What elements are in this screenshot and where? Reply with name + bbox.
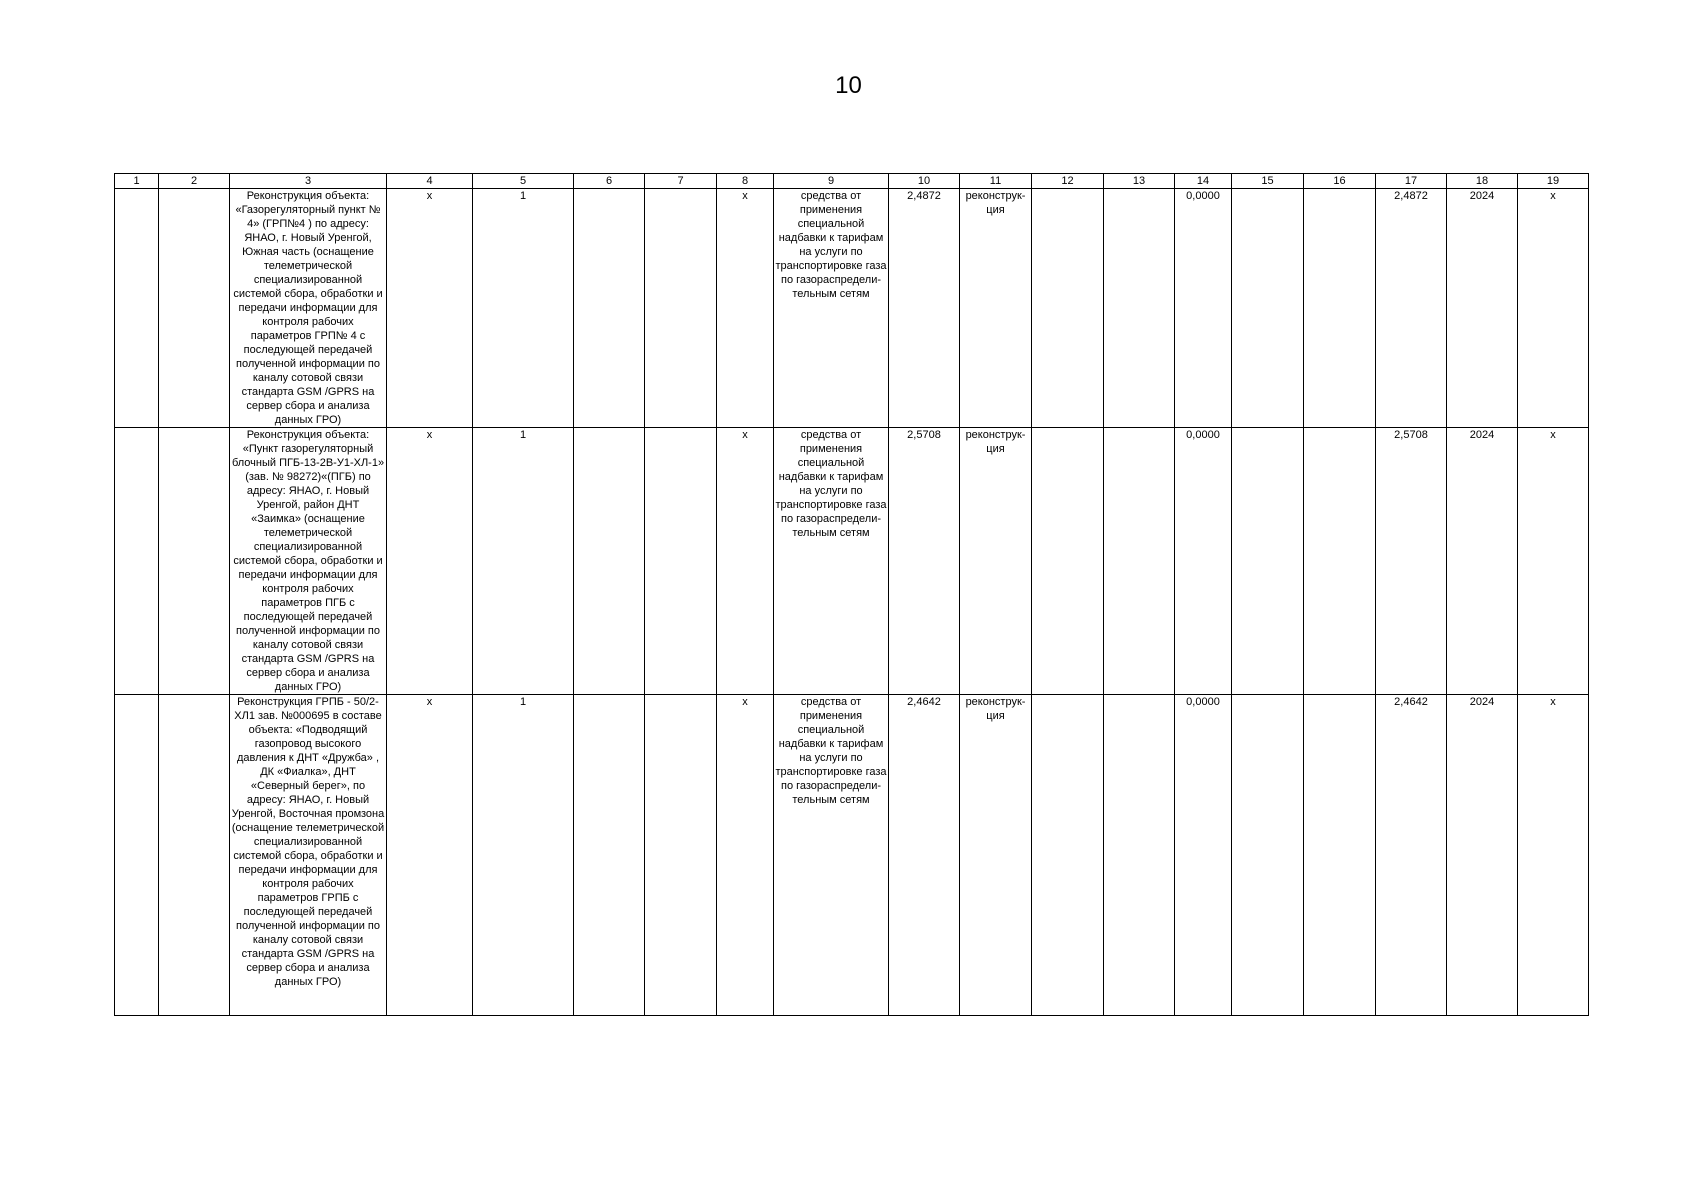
- cell-col-10: 2,4872: [889, 189, 960, 428]
- cell-col-1: [115, 695, 159, 1016]
- cell-col-17: 2,4642: [1376, 695, 1447, 1016]
- cell-col-16: [1304, 695, 1376, 1016]
- cell-col-16: [1304, 428, 1376, 695]
- cell-col-12: [1032, 189, 1104, 428]
- cell-col-6: [574, 695, 645, 1016]
- column-header: 6: [574, 174, 645, 189]
- cell-work-type: реконструк-ция: [960, 695, 1032, 1016]
- column-header: 3: [230, 174, 387, 189]
- cell-col-2: [159, 428, 230, 695]
- cell-col-8: х: [717, 695, 774, 1016]
- cell-col-12: [1032, 428, 1104, 695]
- cell-col-7: [645, 428, 717, 695]
- column-header: 2: [159, 174, 230, 189]
- cell-funding-source: средства от применения специальной надбавки к тарифам на услуги по транспортировке газа по газораспредели-тельным сетям: [774, 695, 889, 1016]
- cell-work-type: реконструк-ция: [960, 428, 1032, 695]
- column-header: 15: [1232, 174, 1304, 189]
- cell-col-10: 2,5708: [889, 428, 960, 695]
- cell-col-2: [159, 695, 230, 1016]
- cell-object-description: Реконструкция объекта: «Пункт газорегуляторный блочный ПГБ-13-2В-У1-ХЛ-1» (зав. № 98272)«(ПГБ) по адресу: ЯНАО, г. Новый Уренгой, район ДНТ «Заимка» (оснащение телеметрической специализированной системой сбора, обработки и передачи информации для контроля рабочих параметров ПГБ с последующей передачей полученной информации по каналу сотовой связи стандарта GSM /GPRS на сервер сбора и анализа данных ГРО): [230, 428, 387, 695]
- column-header: 12: [1032, 174, 1104, 189]
- investment-program-table: [114, 173, 1589, 1016]
- cell-col-1: [115, 189, 159, 428]
- page-number: 10: [835, 72, 862, 99]
- cell-col-6: [574, 189, 645, 428]
- cell-col-13: [1104, 695, 1175, 1016]
- cell-year: 2024: [1447, 695, 1518, 1016]
- column-header: 1: [115, 174, 159, 189]
- table-row: [115, 189, 1589, 428]
- cell-col-7: [645, 695, 717, 1016]
- cell-col-19: х: [1518, 189, 1589, 428]
- column-header: 8: [717, 174, 774, 189]
- column-header: 13: [1104, 174, 1175, 189]
- column-header: 11: [960, 174, 1032, 189]
- cell-object-description: Реконструкция ГРПБ - 50/2-ХЛ1 зав. №000695 в составе объекта: «Подводящий газопровод высокого давления к ДНТ «Дружба» , ДК «Фиалка», ДНТ «Северный берег», по адресу: ЯНАО, г. Новый Уренгой, Восточная промзона (оснащение телеметрической специализированной системой сбора, обработки и передачи информации для контроля рабочих параметров ГРПБ с последующей передачей полученной информации по каналу сотовой связи стандарта GSM /GPRS на сервер сбора и анализа данных ГРО): [230, 695, 387, 1016]
- cell-col-6: [574, 428, 645, 695]
- cell-col-14: 0,0000: [1175, 428, 1232, 695]
- cell-year: 2024: [1447, 428, 1518, 695]
- cell-col-17: 2,4872: [1376, 189, 1447, 428]
- cell-col-14: 0,0000: [1175, 695, 1232, 1016]
- cell-col-1: [115, 428, 159, 695]
- table-row: [115, 695, 1589, 1016]
- column-header: 18: [1447, 174, 1518, 189]
- cell-col-13: [1104, 189, 1175, 428]
- column-header: 10: [889, 174, 960, 189]
- column-header: 9: [774, 174, 889, 189]
- column-header: 7: [645, 174, 717, 189]
- column-header: 19: [1518, 174, 1589, 189]
- cell-col-19: х: [1518, 695, 1589, 1016]
- cell-funding-source: средства от применения специальной надбавки к тарифам на услуги по транспортировке газа по газораспредели-тельным сетям: [774, 189, 889, 428]
- cell-col-15: [1232, 428, 1304, 695]
- cell-col-4: х: [387, 428, 473, 695]
- cell-col-17: 2,5708: [1376, 428, 1447, 695]
- cell-work-type: реконструк-ция: [960, 189, 1032, 428]
- cell-col-5: 1: [473, 428, 574, 695]
- column-header: 5: [473, 174, 574, 189]
- cell-col-12: [1032, 695, 1104, 1016]
- cell-year: 2024: [1447, 189, 1518, 428]
- column-header: 17: [1376, 174, 1447, 189]
- cell-col-4: х: [387, 695, 473, 1016]
- column-header: 16: [1304, 174, 1376, 189]
- cell-col-19: х: [1518, 428, 1589, 695]
- table-row: [115, 428, 1589, 695]
- cell-col-15: [1232, 695, 1304, 1016]
- column-number-row: [115, 174, 1589, 189]
- cell-col-8: х: [717, 428, 774, 695]
- cell-col-8: х: [717, 189, 774, 428]
- cell-col-5: 1: [473, 695, 574, 1016]
- cell-col-13: [1104, 428, 1175, 695]
- cell-col-15: [1232, 189, 1304, 428]
- cell-col-5: 1: [473, 189, 574, 428]
- cell-funding-source: средства от применения специальной надбавки к тарифам на услуги по транспортировке газа по газораспредели-тельным сетям: [774, 428, 889, 695]
- column-header: 4: [387, 174, 473, 189]
- cell-object-description: Реконструкция объекта: «Газорегуляторный пункт № 4» (ГРП№4 ) по адресу: ЯНАО, г. Новый Уренгой, Южная часть (оснащение телеметрической специализированной системой сбора, обработки и передачи информации для контроля рабочих параметров ГРП№ 4 с последующей передачей полученной информации по каналу сотовой связи стандарта GSM /GPRS на сервер сбора и анализа данных ГРО): [230, 189, 387, 428]
- cell-col-2: [159, 189, 230, 428]
- cell-col-7: [645, 189, 717, 428]
- cell-col-14: 0,0000: [1175, 189, 1232, 428]
- column-header: 14: [1175, 174, 1232, 189]
- cell-col-4: х: [387, 189, 473, 428]
- cell-col-10: 2,4642: [889, 695, 960, 1016]
- cell-col-16: [1304, 189, 1376, 428]
